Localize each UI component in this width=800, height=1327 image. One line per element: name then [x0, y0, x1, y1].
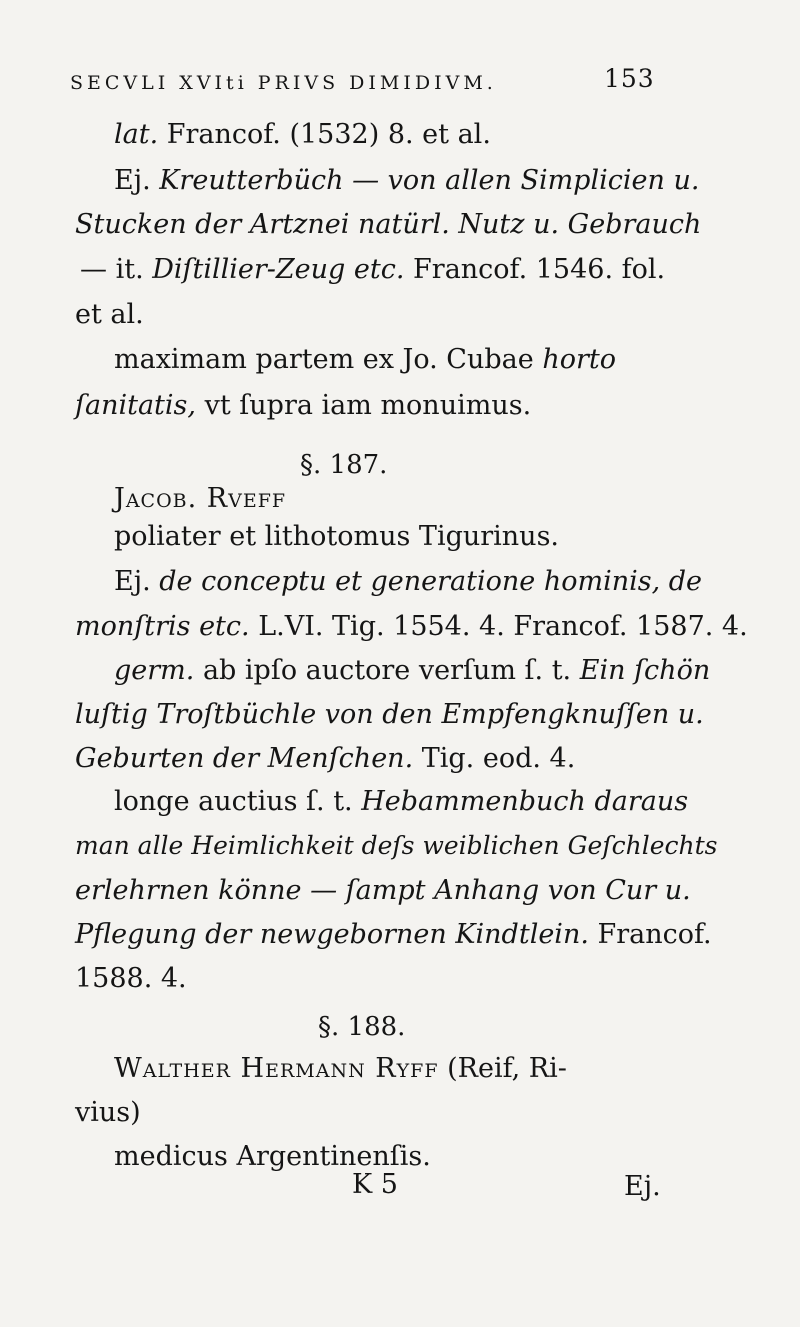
running-header [70, 66, 497, 100]
text-line [75, 918, 712, 952]
text-line [75, 389, 531, 423]
text-italic: ſanitatis, [75, 390, 196, 421]
text-italic: germ. [114, 655, 195, 686]
text-italic: Ein ſchön [579, 655, 711, 686]
text-roman: Tig. eod. 4. [421, 743, 576, 774]
text-italic: horto [542, 344, 616, 375]
text-line [114, 1052, 567, 1086]
text-roman: ab ipſo auctore verſum ſ. t. [202, 655, 572, 686]
author-name: Jacob. Rveff [114, 483, 287, 514]
text-roman: Francof. [597, 919, 712, 950]
text-line: Stucken der Artznei natürl. Nutz u. Gebrauch [75, 209, 702, 240]
text-roman: Ej. [114, 566, 151, 597]
text-italic: monſtris etc. [75, 611, 250, 642]
text-roman: Francof. 1546. fol. [413, 254, 666, 285]
text-italic: lat. [114, 119, 159, 150]
text-line [114, 164, 699, 198]
text-italic: Pflegung der newgebornen Kindtlein. [75, 919, 589, 950]
text-line [114, 654, 710, 688]
text-italic: Hebammenbuch daraus [361, 786, 689, 817]
text-italic: Geburten der Menſchen. [75, 743, 414, 774]
text-line: vius) [75, 1097, 141, 1128]
text-roman: maximam partem ex Jo. Cubae [114, 344, 534, 375]
text-roman: L.VI. Tig. 1554. 4. Francof. 1587. 4. [258, 611, 748, 642]
text-italic: Kreutterbüch — von allen Simplicien u. [159, 165, 700, 196]
text-roman: vt ſupra iam monuimus. [204, 390, 532, 421]
text-italic: Diſtillier-Zeug etc. [152, 254, 405, 285]
text-line [75, 610, 748, 644]
author-name: Walther Hermann Ryff [114, 1053, 439, 1084]
section-heading: §. 188. [318, 1012, 406, 1042]
page-number: 153 [604, 64, 655, 93]
text-roman: Ej. [114, 165, 151, 196]
text-roman: — it. [80, 254, 144, 285]
text-line [80, 253, 665, 287]
text-roman: (Reif, Ri- [447, 1053, 567, 1084]
text-italic: de conceptu et generatione hominis, de [159, 566, 703, 597]
text-line: et al. [75, 299, 144, 330]
catchword: Ej. [624, 1171, 661, 1202]
text-roman: longe auctius ſ. t. [114, 786, 353, 817]
text-line [114, 565, 702, 599]
text-line: man alle Heimlichkeit deſs weiblichen Geſchlechts [75, 831, 718, 860]
running-title: SECVLI XVIti PRIVS DIMIDIVM. [70, 72, 497, 94]
text-line [114, 785, 688, 819]
text-roman: Francof. (1532) 8. et al. [166, 119, 491, 150]
text-line: luſtig Troſtbüchle von den Empfengknuſſen u. [75, 699, 704, 730]
text-line [75, 742, 575, 776]
section-heading: §. 187. [300, 450, 388, 480]
text-line [114, 118, 491, 152]
text-line: medicus Argentinenſis. [114, 1141, 431, 1172]
text-line: poliater et lithotomus Tigurinus. [114, 521, 560, 552]
text-line: 1588. 4. [75, 963, 187, 994]
text-line: erlehrnen könne — ſampt Anhang von Cur u. [75, 875, 691, 906]
text-line [114, 343, 616, 377]
signature-mark: K 5 [352, 1169, 398, 1200]
